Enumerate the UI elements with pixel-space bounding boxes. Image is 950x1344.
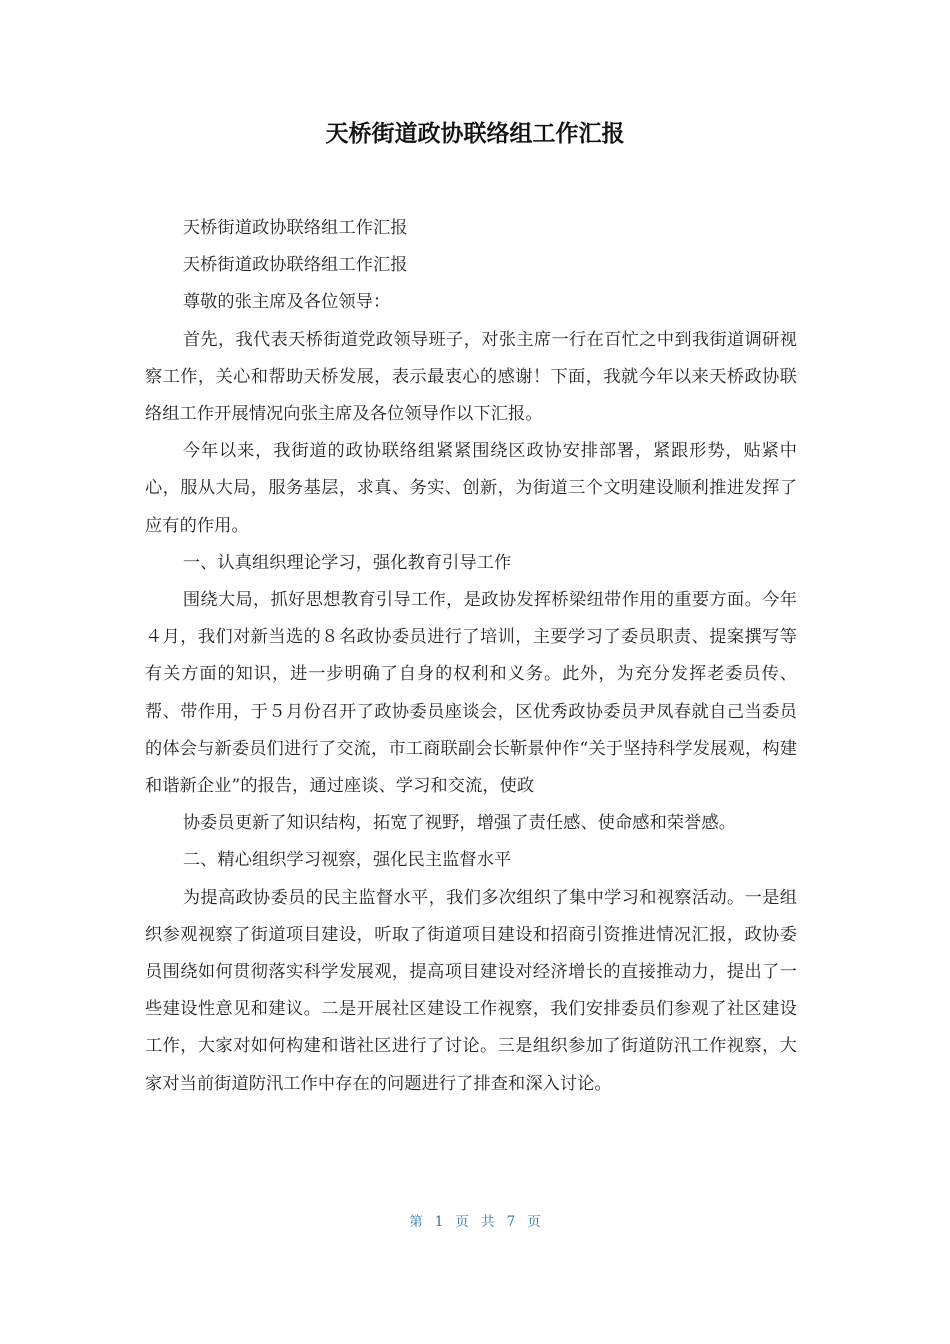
section-heading: 一、认真组织理论学习，强化教育引导工作 bbox=[182, 552, 512, 573]
current-page-number: 1 bbox=[434, 1214, 444, 1230]
paragraph: 协委员更新了知识结构，拓宽了视野，增强了责任感、使命感和荣誉感。 bbox=[182, 813, 737, 834]
paragraph: 天桥街道政协联络组工作汇报 bbox=[182, 218, 408, 238]
document-body bbox=[145, 210, 797, 1103]
footer-middle: 页 共 bbox=[455, 1214, 495, 1230]
footer-prefix: 第 bbox=[409, 1214, 423, 1230]
document-title: 天桥街道政协联络组工作汇报 bbox=[325, 121, 625, 147]
paragraph: 首先，我代表天桥街道党政领导班子，对张主席一行在百忙之中到我街道调研视察工作，关心和帮助天桥发展，表示最衷心的感谢！下面，我就今年以来天桥政协联络组工作开展情况向张主席及各位领导作以下汇报。 bbox=[145, 329, 797, 425]
total-pages-number: 7 bbox=[506, 1214, 516, 1230]
paragraph: 围绕大局，抓好思想教育引导工作，是政协发挥桥梁纽带作用的重要方面。今年４月，我们对新当选的８名政协委员进行了培训，主要学习了委员职责、提案撰写等有关方面的知识，进一步明确了自身的权利和义务。此外，为充分发挥老委员传、帮、带作用，于５月份召开了政协委员座谈会，区优秀政协委员尹凤春就自己当委员的体会与新委员们进行了交流，市工商联副会长靳景仲作“关于坚持科学发展观，构建和谐新企业”的报告，通过座谈、学习和交流，使政 bbox=[145, 590, 797, 797]
paragraph: 天桥街道政协联络组工作汇报 bbox=[182, 255, 408, 276]
salutation: 尊敬的张主席及各位领导： bbox=[182, 292, 391, 313]
page-footer bbox=[0, 1210, 950, 1234]
paragraph: 今年以来，我街道的政协联络组紧紧围绕区政协安排部署，紧跟形势，贴紧中心，服从大局，服务基层，求真、务实、创新，为街道三个文明建设顺利推进发挥了应有的作用。 bbox=[145, 441, 797, 536]
paragraph: 为提高政协委员的民主监督水平，我们多次组织了集中学习和视察活动。一是组织参观视察了街道项目建设，听取了街道项目建设和招商引资推进情况汇报，政协委员围绕如何贯彻落实科学发展观，提高项目建设对经济增长的直接推动力，提出了一些建设性意见和建议。二是开展社区建设工作视察，我们安排委员们参观了社区建设工作，大家对如何构建和谐社区进行了讨论。三是组织参加了街道防汛工作视察，大家对当前街道防汛工作中存在的问题进行了排查和深入讨论。 bbox=[145, 887, 797, 1094]
footer-suffix: 页 bbox=[527, 1214, 541, 1230]
section-heading: 二、精心组织学习视察，强化民主监督水平 bbox=[182, 850, 512, 871]
